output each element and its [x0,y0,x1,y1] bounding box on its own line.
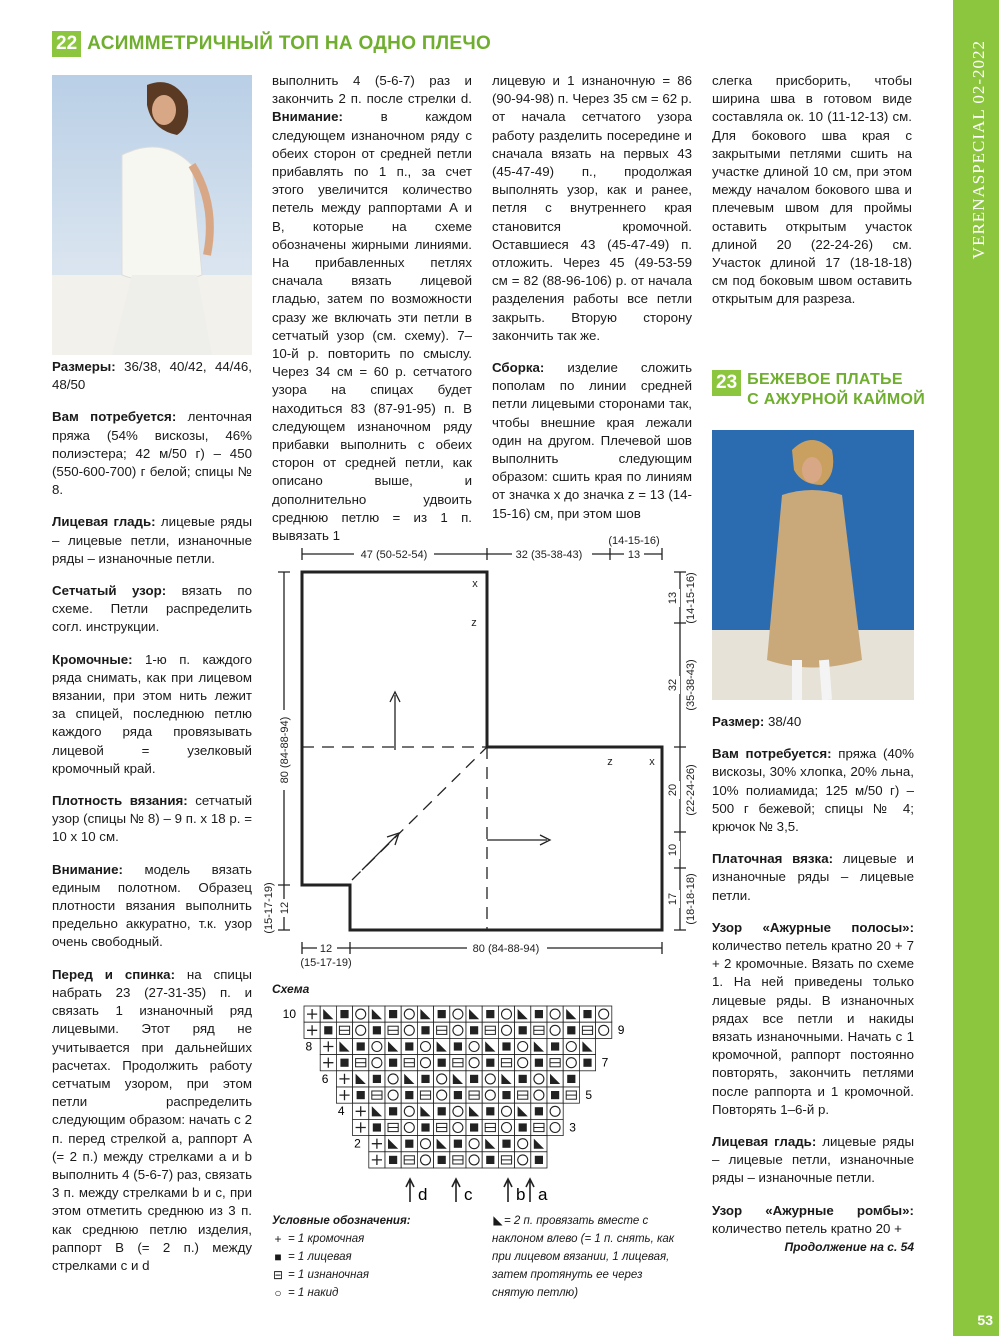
knit-stitch-icon: ■ [274,1250,282,1264]
dim-right-2b: (35-38-43) [685,659,697,711]
dim-right-5b: (18-18-18) [685,873,697,925]
legend-title: Условные обозначения: [272,1215,411,1227]
dim-right-5a: 17 [667,892,679,906]
mark-z-right: z [607,756,613,768]
section-title-line2: С АЖУРНОЙ КАЙМОЙ [747,391,926,408]
column-2: выполнить 4 (5-6-7) раз и закончить 2 п. после стрелки d. Внимание: в каждом следующем изнаночном ряду с обеих сторон от средней петли прибавлять по 1 п., за счет этого увеличится количество петель между раппортами A и B, которые на схеме обозначены жирными линиями. На прибавленных петлях сначала вязать лицевой гладью, затем по возможности сразу же включать эти петли в сетчатый узор (см. схему). 7–10-й р. повторить по смыслу. Через 34 см = 60 р. сетчатого узора на спицах будет находиться 83 (87-91-95) п. В следующем изнаночном ряду прибавки выполнить с обеих сторон от средней петли, как описано выше, и дополнительно удвоить среднюю петлю = из 1 п. вывязать 1 [272,73,472,544]
row-number-right: 5 [585,1088,593,1102]
model-photo-white-top [52,75,252,355]
dim-right-1a: 13 [667,591,679,605]
pattern-diagram [262,530,702,970]
arrow-up-icon [504,1179,512,1202]
row-number-left: 6 [321,1071,329,1086]
magazine-sidebar [953,0,999,1336]
column-3: лицевую и 1 изнаночную = 86 (90-94-98) п. Через 35 см = 62 р. от начала сетчатого узора работу разделить посередине и сначала вязать на первых 43 (45-47-49) п., продолжая выполнять узор, как и ранее, петля с внутреннего края становится кромочной. Оставшиеся 43 (45-47-49) п. отложить. Через 45 (49-53-59 см = 82 (88-96-106) р. от начала разделения работы все петли закрыть. Вторую сторону закончить так же. Сборка: изделие сложить пополам по линии средней петли лицевыми сторонами так, чтобы внешние края лежали один на другом. Плечевой шов выполнить следующим образом: сшить края по линиям от значка x до значка z = 13 (14-15-16) см, при этом шов [492,73,692,521]
dim-left-b1: 12 [279,901,291,915]
magazine-title: VERENASPECIAL 02-2022 [969,40,988,260]
page-number: 53 [977,1312,993,1328]
scheme-title: Схема [272,982,310,996]
dim-left-b2: (15-17-19) [263,882,275,934]
dim-left-height: 80 (84-88-94) [279,716,291,784]
column-4-section-23: Размер: 38/40 Вам потребуется: пряжа (40% вискозы, 30% хлопка, 20% льна, 10% полиамида; 125 м/50 г) – 500 г бежевой; спицы № 4; крючок № 3,5. Платочная вязка: лицевые и изнаночные ряды – лицевые петли. Узор «Ажурные полосы»: количество петель кратно 20 + 7 + 2 кромочные. Вязать по схеме 1. На ней приведены только лицевые ряды. В изнаночных рядах все петли и накиды вязать изнаночными. Начать с 1 кромочной, раппорт постоянно повторять, закончить петлями после раппорта и 1 кромочной. Повторять 1–6-й р. Лицевая гладь: лицевые ряды – лицевые петли, изнаночные ряды – изнаночные петли. Узор «Ажурные ромбы»: количество петель кратно 20 + Продолжение на с. 54 [712,713,914,1256]
row-number-right: 7 [601,1055,609,1070]
row-number-left: 8 [305,1039,313,1054]
continued-note: Продолжение на с. 54 [784,1240,914,1255]
arrow-label: b [516,1185,526,1204]
section-number: 22 [52,31,81,57]
dim-right-3b: (22-24-26) [685,764,697,816]
dim-right-3a: 20 [667,783,679,797]
dim-top-mid: 32 (35-38-43) [515,549,583,561]
arrow-up-icon [452,1179,460,1202]
row-number-left: 2 [354,1136,361,1151]
row-number-left: 4 [337,1104,345,1119]
mark-x-right: x [649,756,655,768]
arrow-up-icon [526,1179,534,1202]
dim-bottom-left-a: 12 [319,943,333,955]
section-header-22 [52,30,491,58]
section-header-23 [712,370,925,410]
section-number: 23 [712,370,741,396]
model-photo-beige-dress [712,430,914,700]
yarn-over-icon: ○ [274,1286,282,1300]
knitting-chart [268,1000,668,1205]
dim-right-4: 10 [667,843,679,857]
legend: Условные обозначения: + = 1 кромочная ■ = 1 лицевая ⊟ = 1 изнаночная ○ = 1 накид [272,1212,482,1302]
column-4: слегка присборить, чтобы ширина шва в готовом виде составляла ок. 10 (11-12-13) см. Для бокового шва края с закрытыми петлями сшить на участке длиной 10 см, при этом между началом бокового шва и плечевым швом для проймы оставить открытым участок длиной 20 (22-24-26) см. Участок длиной 17 (18-18-18) см под боковым швом оставить открытым для разреза. [712,73,912,307]
row-number-right: 3 [569,1120,576,1135]
k2tog-left-icon: ◣ [493,1213,503,1227]
purl-stitch-icon: ⊟ [272,1268,284,1282]
arrow-label: c [464,1185,473,1204]
dim-right-1b: (14-15-16) [685,572,697,624]
arrow-label: a [538,1185,548,1204]
dim-bottom-right: 80 (84-88-94) [472,943,540,955]
edge-stitch-icon: + [274,1232,282,1246]
column-1: Размеры: 36/38, 40/42, 44/46, 48/50 Вам потребуется: ленточная пряжа (54% вискозы, 46% полиэстера; 42 м/50 г) – 450 (550-600-700) г белой; спицы № 8. Лицевая гладь: лицевые ряды – лицевые петли, изнаночные ряды – изнаночные петли. Сетчатый узор: вязать по схеме. Петли распределить согл. инструкции. Кромочные: 1-ю п. каждого ряда снимать, как при лицевом вязании, при этом нить лежит за спицей, последнюю петлю каждого ряда провязывать лицевой = узелковый кромочный край. Плотность вязания: сетчатый узор (спицы № 8) – 9 п. х 18 р. = 10 х 10 см. Внимание: модель вязать единым полотном. Образец плотности вязания выполнить предельно аккуратно, т.к. узор очень свободный. Перед и спинка: на спицы набрать 23 (27-31-35) п. и связать 1 изнаночный ряд лицевыми. Этот ряд не учитывается при дальнейших расчетах. Продолжить работу сетчатым узором, при этом петли распределить следующим образом: начать с 2 п. перед стрелкой a, раппорт A (= 2 п.) между стрелками a и b выполнить 4 (5-6-7) раз, связать 3 п. между стрелками b и c, при этом отметить среднюю из 3 п. как среднюю петлю изделия, раппорт B (= 2 п.) между стрелками c и d [52,359,253,1273]
section-title-line1: БЕЖЕВОЕ ПЛАТЬЕ [747,371,903,388]
legend-decrease: ◣= 2 п. провязать вместе с наклоном влево (= 1 п. снять, как при лицевом вязании, 1 лицевая, затем протянуть ее через снятую петлю) [492,1213,675,1299]
row-number-left: 10 [282,1007,296,1021]
dim-top-left: 47 (50-52-54) [360,549,428,561]
mark-x-top: x [472,578,478,590]
section-title: АСИММЕТРИЧНЫЙ ТОП НА ОДНО ПЛЕЧО [87,33,492,54]
dim-top-right-a: (14-15-16) [608,535,660,547]
dim-bottom-left-b: (15-17-19) [300,957,352,969]
dim-right-2a: 32 [667,678,679,692]
row-number-right: 9 [617,1023,625,1038]
arrow-label: d [418,1185,428,1204]
mark-z-top: z [471,617,477,629]
dim-top-right-b: 13 [627,549,641,561]
arrow-up-icon [406,1179,414,1202]
